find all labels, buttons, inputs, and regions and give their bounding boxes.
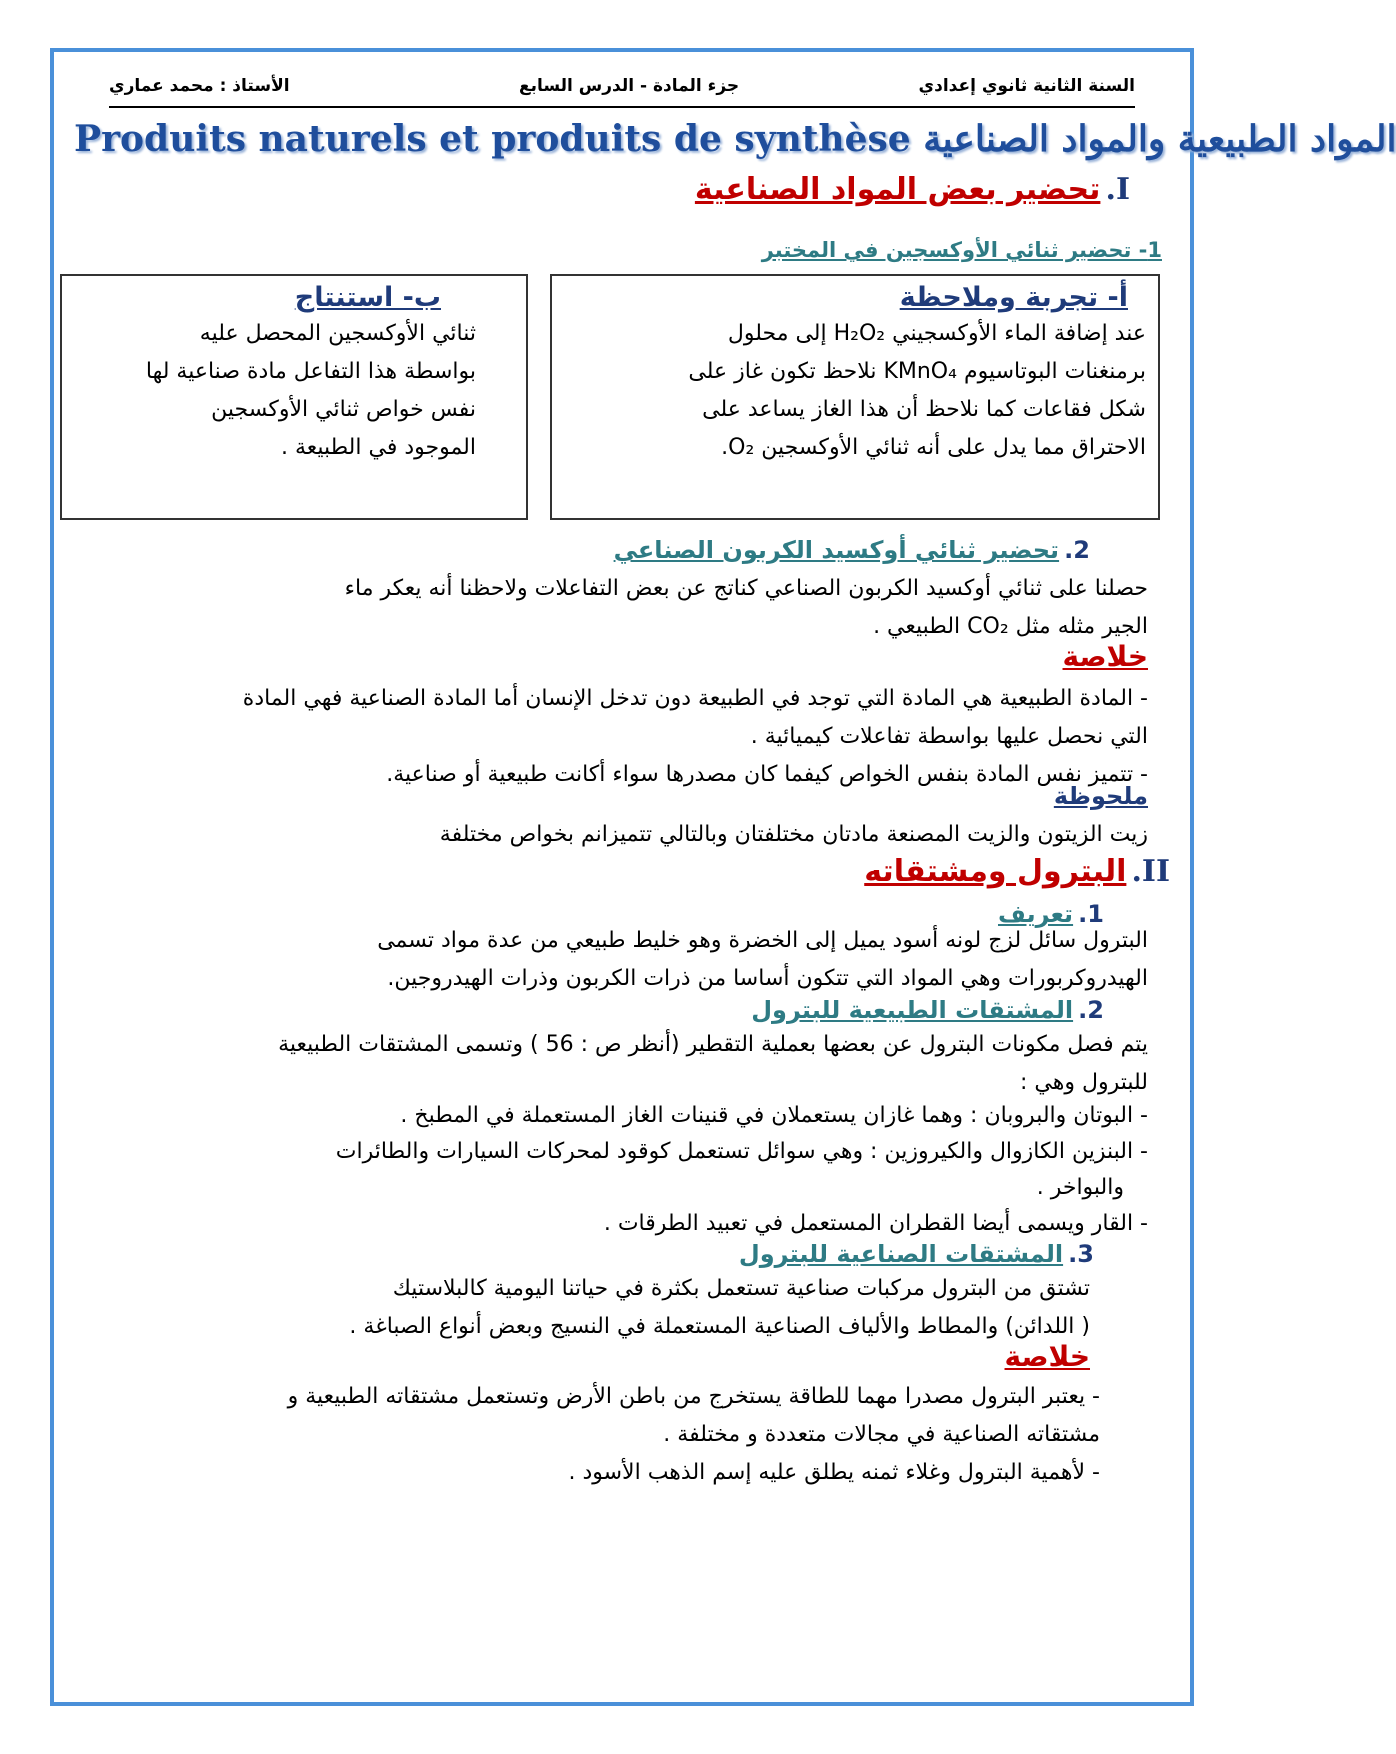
subsection-1-1-title: 1- تحضير ثنائي الأوكسجين في المختبر [761, 238, 1162, 262]
lesson-label: جزء المادة - الدرس السابع [519, 76, 740, 96]
experiment-box [550, 274, 1160, 520]
teacher-name: الأستاذ : محمد عماري [109, 76, 290, 96]
summary-1-line-1: - المادة الطبيعية هي المادة التي توجد في الطبيعة دون تدخل الإنسان أما المادة الصناعية فهي المادة [242, 686, 1148, 711]
experiment-title: أ- تجربة وملاحظة [899, 282, 1128, 313]
experiment-line-2: برمنغنات البوتاسيوم KMnO₄ نلاحظ تكون غاز على [688, 359, 1146, 384]
page-title [74, 118, 1396, 178]
section-2-title: البترول ومشتقاته [864, 854, 1127, 889]
synthetic-derivatives-text [90, 1270, 1090, 1346]
list-item: - القار ويسمى أيضا القطران المستعمل في تعبيد الطرقات . [603, 1211, 1148, 1236]
summary-1-line-3: - تتميز نفس المادة بنفس الخواص كيفما كان مصدرها سواء أكانت طبيعية أو صناعية. [386, 762, 1148, 787]
header-divider [109, 106, 1135, 108]
note-title: ملحوظة [1053, 782, 1148, 810]
section-1-title: تحضير بعض المواد الصناعية [694, 172, 1101, 207]
title-arabic: المواد الطبيعية والمواد الصناعية [923, 118, 1396, 160]
summary-2-title: خلاصة [1004, 1340, 1090, 1373]
natural-derivatives-line-1: يتم فصل مكونات البترول عن بعضها بعملية التقطير (أنظر ص : 56 ) وتسمى المشتقات الطبيعية [278, 1032, 1148, 1057]
definition-number: 1. [1078, 900, 1104, 928]
natural-derivatives-text [88, 1026, 1148, 1102]
section-1-number: I. [1105, 172, 1130, 207]
synthetic-derivatives-title: المشتقات الصناعية للبترول [738, 1240, 1064, 1268]
subsection-1-2-number: 2. [1064, 536, 1090, 564]
summary-2-line-2: مشتقاته الصناعية في مجالات متعددة و مختلفة . [663, 1422, 1100, 1447]
page-frame [50, 48, 1396, 1706]
conclusion-line-4: الموجود في الطبيعة . [280, 435, 476, 460]
conclusion-line-1: ثنائي الأوكسجين المحصل عليه [199, 321, 476, 346]
co2-line-2: الجير مثله مثل CO₂ الطبيعي . [873, 614, 1148, 639]
experiment-line-3: شكل فقاعات كما نلاحظ أن هذا الغاز يساعد على [702, 397, 1146, 422]
natural-derivatives-heading [604, 996, 1104, 1024]
definition-title: تعريف [997, 900, 1074, 928]
synthetic-derivatives-heading [594, 1240, 1094, 1268]
list-item-continuation: والبواخر . [1036, 1175, 1124, 1200]
summary-1-line-2: التي نحصل عليها بواسطة تفاعلات كيميائية . [750, 724, 1148, 749]
definition-line-2: الهيدروكربورات وهي المواد التي تتكون أساسا من ذرات الكربون وذرات الهيدروجين. [387, 966, 1148, 991]
section-2-heading [670, 854, 1170, 900]
experiment-line-1: عند إضافة الماء الأوكسجيني H₂O₂ إلى محلول [727, 321, 1146, 346]
summary-2-line-3: - لأهمية البترول وغلاء ثمنه يطلق عليه إسم الذهب الأسود . [568, 1460, 1100, 1485]
synthetic-line-1: تشتق من البترول مركبات صناعية تستعمل بكثرة في حياتنا اليومية كالبلاستيك [392, 1276, 1090, 1301]
synthetic-derivatives-number: 3. [1068, 1240, 1094, 1268]
title-french: Produits naturels et produits de synthèse [74, 118, 911, 160]
summary-1-text [88, 680, 1148, 794]
conclusion-line-2: بواسطة هذا التفاعل مادة صناعية لها [145, 359, 476, 384]
definition-line-1: البترول سائل لزج لونه أسود يميل إلى الخضرة وهو خليط طبيعي من عدة مواد تسمى [377, 928, 1148, 953]
co2-line-1: حصلنا على ثنائي أوكسيد الكربون الصناعي كناتج عن بعض التفاعلات ولاحظنا أنه يعكر ماء [344, 576, 1148, 601]
list-item: - البنزين الكازوال والكيروزين : وهي سوائل تستعمل كوقود لمحركات السيارات والطائرات [335, 1139, 1148, 1164]
summary-1-title: خلاصة [1062, 640, 1148, 673]
section-1-heading [630, 172, 1130, 218]
experiment-line-4: الاحتراق مما يدل على أنه ثنائي الأوكسجين O₂. [721, 435, 1146, 460]
co2-paragraph [88, 570, 1148, 646]
conclusion-line-3: نفس خواص ثنائي الأوكسجين [211, 397, 476, 422]
conclusion-box [60, 274, 528, 520]
natural-derivatives-number: 2. [1078, 996, 1104, 1024]
summary-2-line-1: - يعتبر البترول مصدرا مهما للطاقة يستخرج من باطن الأرض وتستعمل مشتقاته الطبيعية و [287, 1384, 1100, 1409]
natural-derivatives-line-2: للبترول وهي : [1020, 1070, 1148, 1095]
school-year: السنة الثانية ثانوي إعدادي [918, 76, 1135, 96]
natural-derivatives-title: المشتقات الطبيعية للبترول [751, 996, 1074, 1024]
natural-derivatives-list [88, 1098, 1148, 1242]
section-2-number: II. [1131, 854, 1170, 889]
synthetic-line-2: ( اللدائن) والمطاط والألياف الصناعية المستعملة في النسيج وبعض أنواع الصباغة . [349, 1314, 1090, 1339]
subsection-1-2-title: تحضير ثنائي أوكسيد الكربون الصناعي [613, 536, 1060, 564]
header [109, 76, 1135, 106]
note-text: زيت الزيتون والزيت المصنعة مادتان مختلفتان وبالتالي تتميزانم بخواص مختلفة [439, 822, 1148, 847]
definition-text [88, 922, 1148, 998]
subsection-1-2-heading [490, 536, 1090, 564]
list-item: - البوتان والبروبان : وهما غازان يستعملان في قنينات الغاز المستعملة في المطبخ . [400, 1103, 1148, 1128]
summary-2-text [100, 1378, 1100, 1492]
conclusion-title: ب- استنتاج [294, 282, 441, 313]
